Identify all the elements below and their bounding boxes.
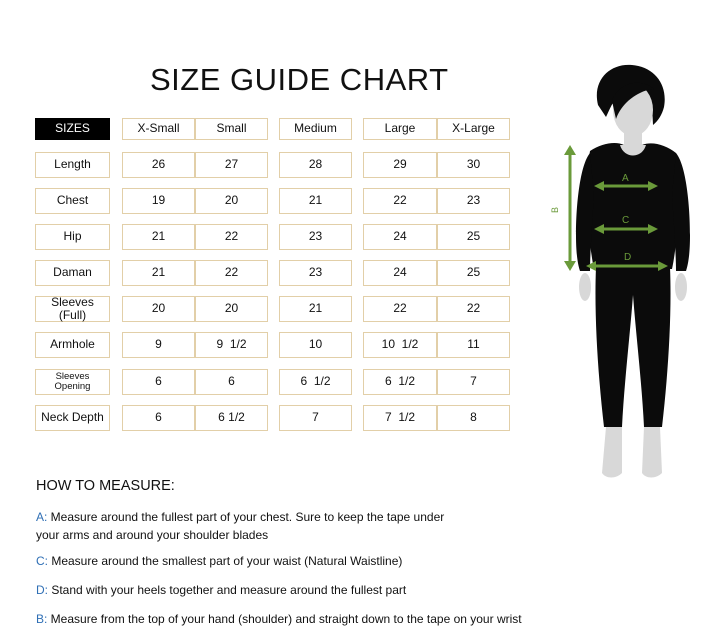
- left-foot: [602, 427, 622, 478]
- row-label-cell: Hip: [35, 224, 110, 250]
- table-value-cell: 10 1/2: [363, 332, 437, 358]
- body-figure: [540, 55, 720, 495]
- table-value-cell: 7 1/2: [363, 405, 437, 431]
- instruction-d: [36, 581, 536, 599]
- instruction-key: B:: [36, 612, 48, 626]
- table-value-cell: 21: [122, 224, 195, 250]
- column-header-cell: X-Large: [437, 118, 510, 140]
- instruction-text: Stand with your heels together and measure around the fullest part: [48, 583, 407, 597]
- instruction-key: C:: [36, 554, 48, 568]
- label-c: C: [622, 215, 630, 226]
- instruction-a: [36, 508, 466, 544]
- table-value-cell: 29: [363, 152, 437, 178]
- table-value-cell: 21: [279, 188, 352, 214]
- instruction-key: D:: [36, 583, 48, 597]
- table-value-cell: 28: [279, 152, 352, 178]
- measurement-diagram: [540, 55, 720, 495]
- top-garment: [587, 143, 680, 269]
- row-label-cell: Length: [35, 152, 110, 178]
- table-value-cell: 22: [195, 224, 268, 250]
- table-value-cell: 30: [437, 152, 510, 178]
- row-label-cell: Sleeves (Full): [35, 296, 110, 322]
- table-value-cell: 6: [122, 369, 195, 395]
- sizes-header-cell: SIZES: [35, 118, 110, 140]
- table-value-cell: 23: [279, 224, 352, 250]
- table-value-cell: 23: [437, 188, 510, 214]
- row-label-cell: Daman: [35, 260, 110, 286]
- table-value-cell: 26: [122, 152, 195, 178]
- table-value-cell: 8: [437, 405, 510, 431]
- table-value-cell: 9: [122, 332, 195, 358]
- table-value-cell: 6: [122, 405, 195, 431]
- left-arm: [576, 153, 594, 271]
- label-b: B: [550, 206, 560, 213]
- left-hand: [579, 273, 591, 301]
- table-value-cell: 25: [437, 224, 510, 250]
- arrow-b: [564, 145, 576, 271]
- row-label-cell: Sleeves Opening: [35, 369, 110, 395]
- column-header-cell: X-Small: [122, 118, 195, 140]
- table-value-cell: 24: [363, 224, 437, 250]
- label-d: D: [624, 252, 632, 263]
- column-header-cell: Small: [195, 118, 268, 140]
- how-to-measure-heading: HOW TO MEASURE:: [36, 478, 175, 494]
- table-value-cell: 23: [279, 260, 352, 286]
- legs: [595, 267, 670, 427]
- table-value-cell: 24: [363, 260, 437, 286]
- instruction-text: Measure around the smallest part of your waist (Natural Waistline): [48, 554, 403, 568]
- table-value-cell: 9 1/2: [195, 332, 268, 358]
- table-value-cell: 20: [122, 296, 195, 322]
- table-value-cell: 22: [437, 296, 510, 322]
- table-value-cell: 6: [195, 369, 268, 395]
- row-label-cell: Armhole: [35, 332, 110, 358]
- table-value-cell: 22: [363, 188, 437, 214]
- row-label-cell: Neck Depth: [35, 405, 110, 431]
- table-value-cell: 27: [195, 152, 268, 178]
- table-value-cell: 6 1/2: [363, 369, 437, 395]
- table-value-cell: 21: [279, 296, 352, 322]
- table-value-cell: 25: [437, 260, 510, 286]
- page-title: SIZE GUIDE CHART: [150, 62, 449, 97]
- table-value-cell: 20: [195, 188, 268, 214]
- table-value-cell: 22: [363, 296, 437, 322]
- right-arm: [672, 153, 690, 271]
- right-hand: [675, 273, 687, 301]
- column-header-cell: Large: [363, 118, 437, 140]
- table-value-cell: 19: [122, 188, 195, 214]
- instruction-c: [36, 552, 466, 570]
- instruction-key: A:: [36, 510, 48, 524]
- table-value-cell: 11: [437, 332, 510, 358]
- instruction-text: Measure from the top of your hand (shoulder) and straight down to the tape on your wrist: [47, 612, 522, 626]
- table-value-cell: 22: [195, 260, 268, 286]
- table-value-cell: 7: [437, 369, 510, 395]
- instruction-b: [36, 610, 596, 628]
- label-a: A: [622, 173, 629, 184]
- table-value-cell: 10: [279, 332, 352, 358]
- row-label-cell: Chest: [35, 188, 110, 214]
- right-foot: [642, 427, 662, 478]
- table-value-cell: 6 1/2: [195, 405, 268, 431]
- table-value-cell: 21: [122, 260, 195, 286]
- instruction-text: Measure around the fullest part of your chest. Sure to keep the tape under your arms and around your shoulder blades: [36, 510, 445, 542]
- table-value-cell: 7: [279, 405, 352, 431]
- table-value-cell: 20: [195, 296, 268, 322]
- column-header-cell: Medium: [279, 118, 352, 140]
- table-value-cell: 6 1/2: [279, 369, 352, 395]
